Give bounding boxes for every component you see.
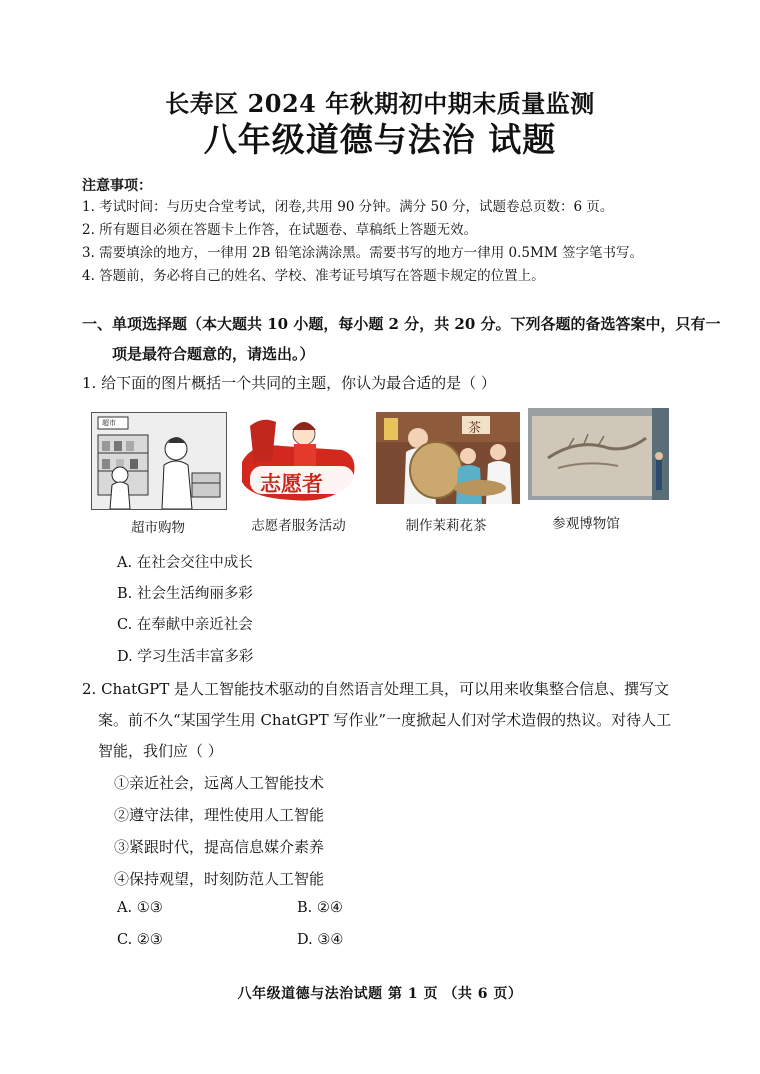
option-d: D. ③④ [297, 932, 344, 948]
section-heading: 一、单项选择题（本大题共 10 小题，每小题 2 分，共 20 分。下列各题的备选答案中，只有一 [82, 315, 721, 333]
tea-sign: 茶 [468, 421, 482, 436]
notice-item: 3. 需要填涂的地方，一律用 2B 铅笔涂满涂黑。需要书写的地方一律用 0.5MM 签字笔书写。 [82, 245, 643, 261]
option-b: B. ②④ [297, 900, 343, 916]
page-footer: 八年级道德与法治试题 第 1 页 （共 6 页） [237, 986, 523, 1002]
picture-caption: 超市购物 [131, 520, 185, 536]
question-1-stem: 1. 给下面的图片概括一个共同的主题，你认为最合适的是（ ） [82, 374, 496, 392]
picture-caption: 参观博物馆 [552, 516, 620, 532]
question-2-stem-cont: 智能，我们应（ ） [98, 742, 223, 760]
option-a: A. 在社会交往中成长 [117, 555, 253, 571]
picture-caption: 志愿者服务活动 [251, 518, 346, 534]
statement-item: ③紧跟时代，提高信息媒介素养 [114, 838, 325, 856]
notice-item: 2. 所有题目必须在答题卡上作答，在试题卷、草稿纸上答题无效。 [82, 222, 478, 238]
picture-caption: 制作茉莉花茶 [405, 518, 487, 534]
supermarket-picture [91, 412, 227, 510]
tea-making-picture [376, 412, 520, 504]
volunteer-banner-text: 志愿者 [260, 472, 323, 496]
option-a: A. ①③ [117, 900, 163, 916]
exam-title: 长寿区 2024 年秋期初中期末质量监测 [165, 89, 595, 118]
option-d: D. 学习生活丰富多彩 [117, 649, 254, 665]
option-b: B. 社会生活绚丽多彩 [117, 586, 253, 602]
option-c: C. 在奉献中亲近社会 [117, 617, 253, 633]
notice-heading: 注意事项： [82, 178, 152, 194]
notice-item: 4. 答题前，务必将自己的姓名、学校、准考证号填写在答题卡规定的位置上。 [82, 268, 545, 284]
notice-item: 1. 考试时间：与历史合堂考试，闭卷,共用 90 分钟。满分 50 分，试题卷总页数：6 页。 [82, 199, 614, 215]
volunteer-picture [232, 412, 367, 508]
section-heading-cont: 项是最符合题意的，请选出。） [112, 345, 315, 363]
option-c: C. ②③ [117, 932, 163, 948]
question-2-stem: 2. ChatGPT 是人工智能技术驱动的自然语言处理工具，可以用来收集整合信息、撰写文 [82, 680, 670, 698]
exam-subtitle: 八年级道德与法治 试题 [203, 120, 557, 159]
store-sign: 超市 [102, 419, 116, 427]
statement-item: ④保持观望，时刻防范人工智能 [114, 870, 325, 888]
museum-picture [528, 408, 669, 500]
question-2-stem-cont: 案。前不久“某国学生用 ChatGPT 写作业”一度掀起人们对学术造假的热议。对待人工 [98, 711, 672, 729]
statement-item: ①亲近社会，远离人工智能技术 [114, 774, 325, 792]
statement-item: ②遵守法律，理性使用人工智能 [114, 806, 325, 824]
